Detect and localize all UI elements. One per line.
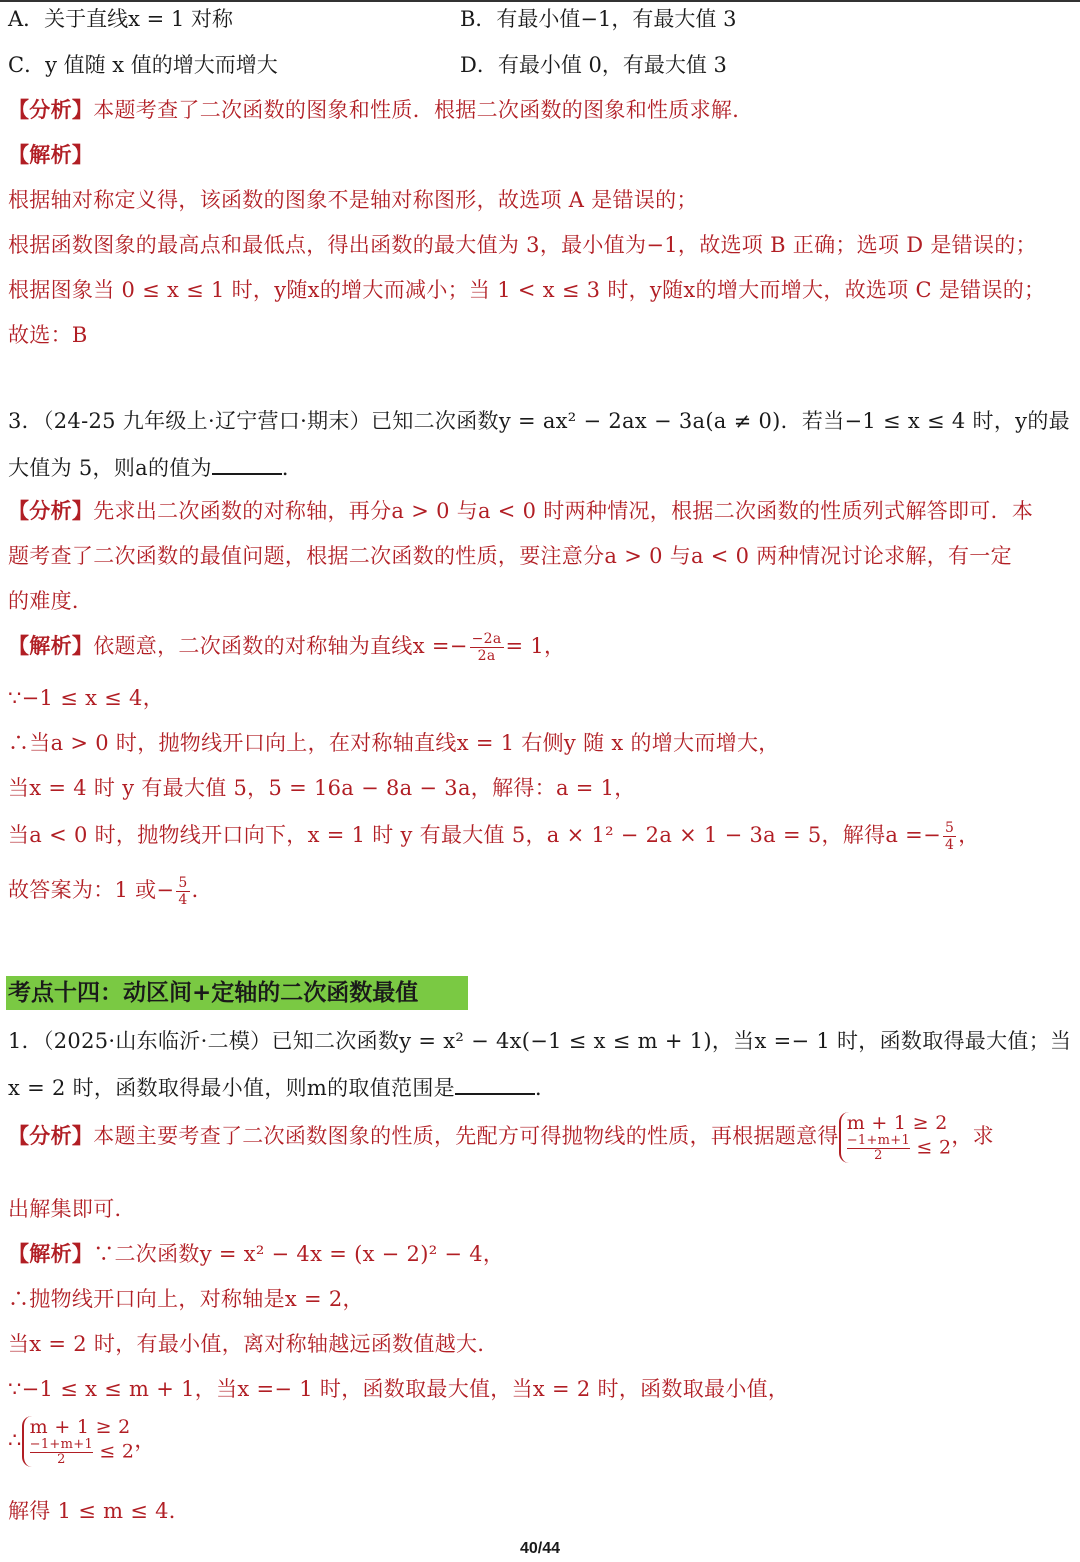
q3-stem: 3．（24-25 九年级上·辽宁营口·期末）已知二次函数y = ax² − 2ax − 3a(a ≠ 0)．若当−1 ≤ x ≤ 4 时，y的最 bbox=[8, 409, 1070, 433]
p1-solution-line: ∴抛物线开口向上，对称轴是x = 2， bbox=[8, 1287, 364, 1311]
option-c: C．y 值随 x 值的增大而增大 bbox=[8, 53, 278, 77]
q3-solution-line: ∵−1 ≤ x ≤ 4， bbox=[8, 686, 165, 710]
p1-analysis: 【分析】本题主要考查了二次函数图象的性质，先配方可得抛物线的性质，再根据题意得 m + 1 ≥ 2 $\frac{-1+m+1}{2}$ ≤ 2 ，求 bbox=[8, 1112, 994, 1163]
q2-solution-line: 根据函数图象的最高点和最低点，得出函数的最大值为 3，最小值为−1，故选项 B 正确；选项 D 是错误的； bbox=[8, 233, 1037, 257]
q3-analysis: 【分析】先求出二次函数的对称轴，再分a > 0 与a < 0 时两种情况，根据二次函数的性质列式解答即可．本 bbox=[8, 498, 1034, 523]
p1-stem-cont: x = 2 时，函数取得最小值，则m的取值范围是 ． bbox=[8, 1071, 556, 1103]
q3-answer: 故答案为：1 或− $\frac{5}{4}$ ． bbox=[8, 875, 213, 908]
q3-solution-line: ∴当a > 0 时，抛物线开口向上，在对称轴直线x = 1 右侧y 随 x 的增大而增大， bbox=[8, 731, 780, 755]
inequality-system: m + 1 ≥ 2 $\frac{-1+m+1}{2}$ ≤ 2 bbox=[839, 1112, 952, 1163]
fraction: $\frac{-1+m+1}{2}$ bbox=[846, 1133, 911, 1163]
p1-analysis-cont: 出解集即可． bbox=[8, 1197, 136, 1221]
q2-answer: 故选：B bbox=[8, 323, 88, 347]
q2-solution-line: 根据轴对称定义得，该函数的图象不是轴对称图形，故选项 A 是错误的； bbox=[8, 188, 698, 212]
option-b: B．有最小值−1，有最大值 3 bbox=[460, 7, 737, 31]
p1-solution-system: ∴ m + 1 ≥ 2 $\frac{-1+m+1}{2}$ ≤ 2 ， bbox=[8, 1416, 156, 1467]
option-d: D．有最小值 0，有最大值 3 bbox=[460, 53, 727, 77]
p1-solution-line: ∵−1 ≤ x ≤ m + 1，当x =− 1 时，函数取最大值，当x = 2 时，函数取最小值， bbox=[8, 1377, 790, 1401]
p1-solution-line: 当x = 2 时，有最小值，离对称轴越远函数值越大． bbox=[8, 1332, 499, 1356]
p1-solution-line: 【解析】∵二次函数y = x² − 4x = (x − 2)² − 4， bbox=[8, 1241, 505, 1266]
section-heading: 考点十四：动区间+定轴的二次函数最值 bbox=[6, 976, 468, 1010]
q2-solution-line: 根据图象当 0 ≤ x ≤ 1 时，y随x的增大而减小；当 1 < x ≤ 3 时，y随x的增大而增大，故选项 C 是错误的； bbox=[8, 278, 1046, 302]
inequality-system: m + 1 ≥ 2 $\frac{-1+m+1}{2}$ ≤ 2 bbox=[22, 1416, 135, 1467]
option-a: A．关于直线x = 1 对称 bbox=[8, 7, 233, 31]
answer-blank bbox=[212, 451, 282, 475]
page-number: 40/44 bbox=[519, 1540, 561, 1557]
fraction: $\frac{-2a}{2a}$ bbox=[471, 631, 502, 664]
q2-analysis: 【分析】本题考查了二次函数的图象和性质．根据二次函数的图象和性质求解． bbox=[8, 97, 754, 122]
fraction: $\frac{-1+m+1}{2}$ bbox=[29, 1437, 94, 1467]
q3-analysis-cont: 的难度． bbox=[8, 589, 94, 613]
answer-blank bbox=[455, 1071, 535, 1095]
q3-solution-line: 【解析】依题意，二次函数的对称轴为直线x =− $\frac{-2a}{2a}$ = 1， bbox=[8, 631, 566, 664]
p1-solution-line: 解得 1 ≤ m ≤ 4． bbox=[8, 1499, 191, 1523]
q3-stem-cont: 大值为 5，则a的值为 ． bbox=[8, 451, 303, 483]
q3-solution-line: 当x = 4 时 y 有最大值 5，5 = 16a − 8a − 3a，解得：a = 1， bbox=[8, 776, 636, 800]
fraction: $\frac{5}{4}$ bbox=[944, 820, 955, 853]
q3-analysis-cont: 题考查了二次函数的最值问题，根据二次函数的性质，要注意分a > 0 与a < 0 两种情况讨论求解，有一定 bbox=[8, 544, 1012, 568]
top-rule bbox=[0, 0, 1080, 2]
fraction: $\frac{5}{4}$ bbox=[178, 875, 188, 908]
q2-solution-tag: 【解析】 bbox=[8, 142, 94, 167]
q3-solution-line: 当a < 0 时，抛物线开口向下，x = 1 时 y 有最大值 5，a × 1² − 2a × 1 − 3a = 5，解得a =− $\frac{5}{4}$ ， bbox=[8, 820, 980, 853]
analysis-tag: 【分析】 bbox=[8, 97, 94, 122]
p1-stem: 1．（2025·山东临沂·二模）已知二次函数y = x² − 4x(−1 ≤ x ≤ m + 1)，当x =− 1 时，函数取得最大值；当 bbox=[8, 1029, 1072, 1053]
